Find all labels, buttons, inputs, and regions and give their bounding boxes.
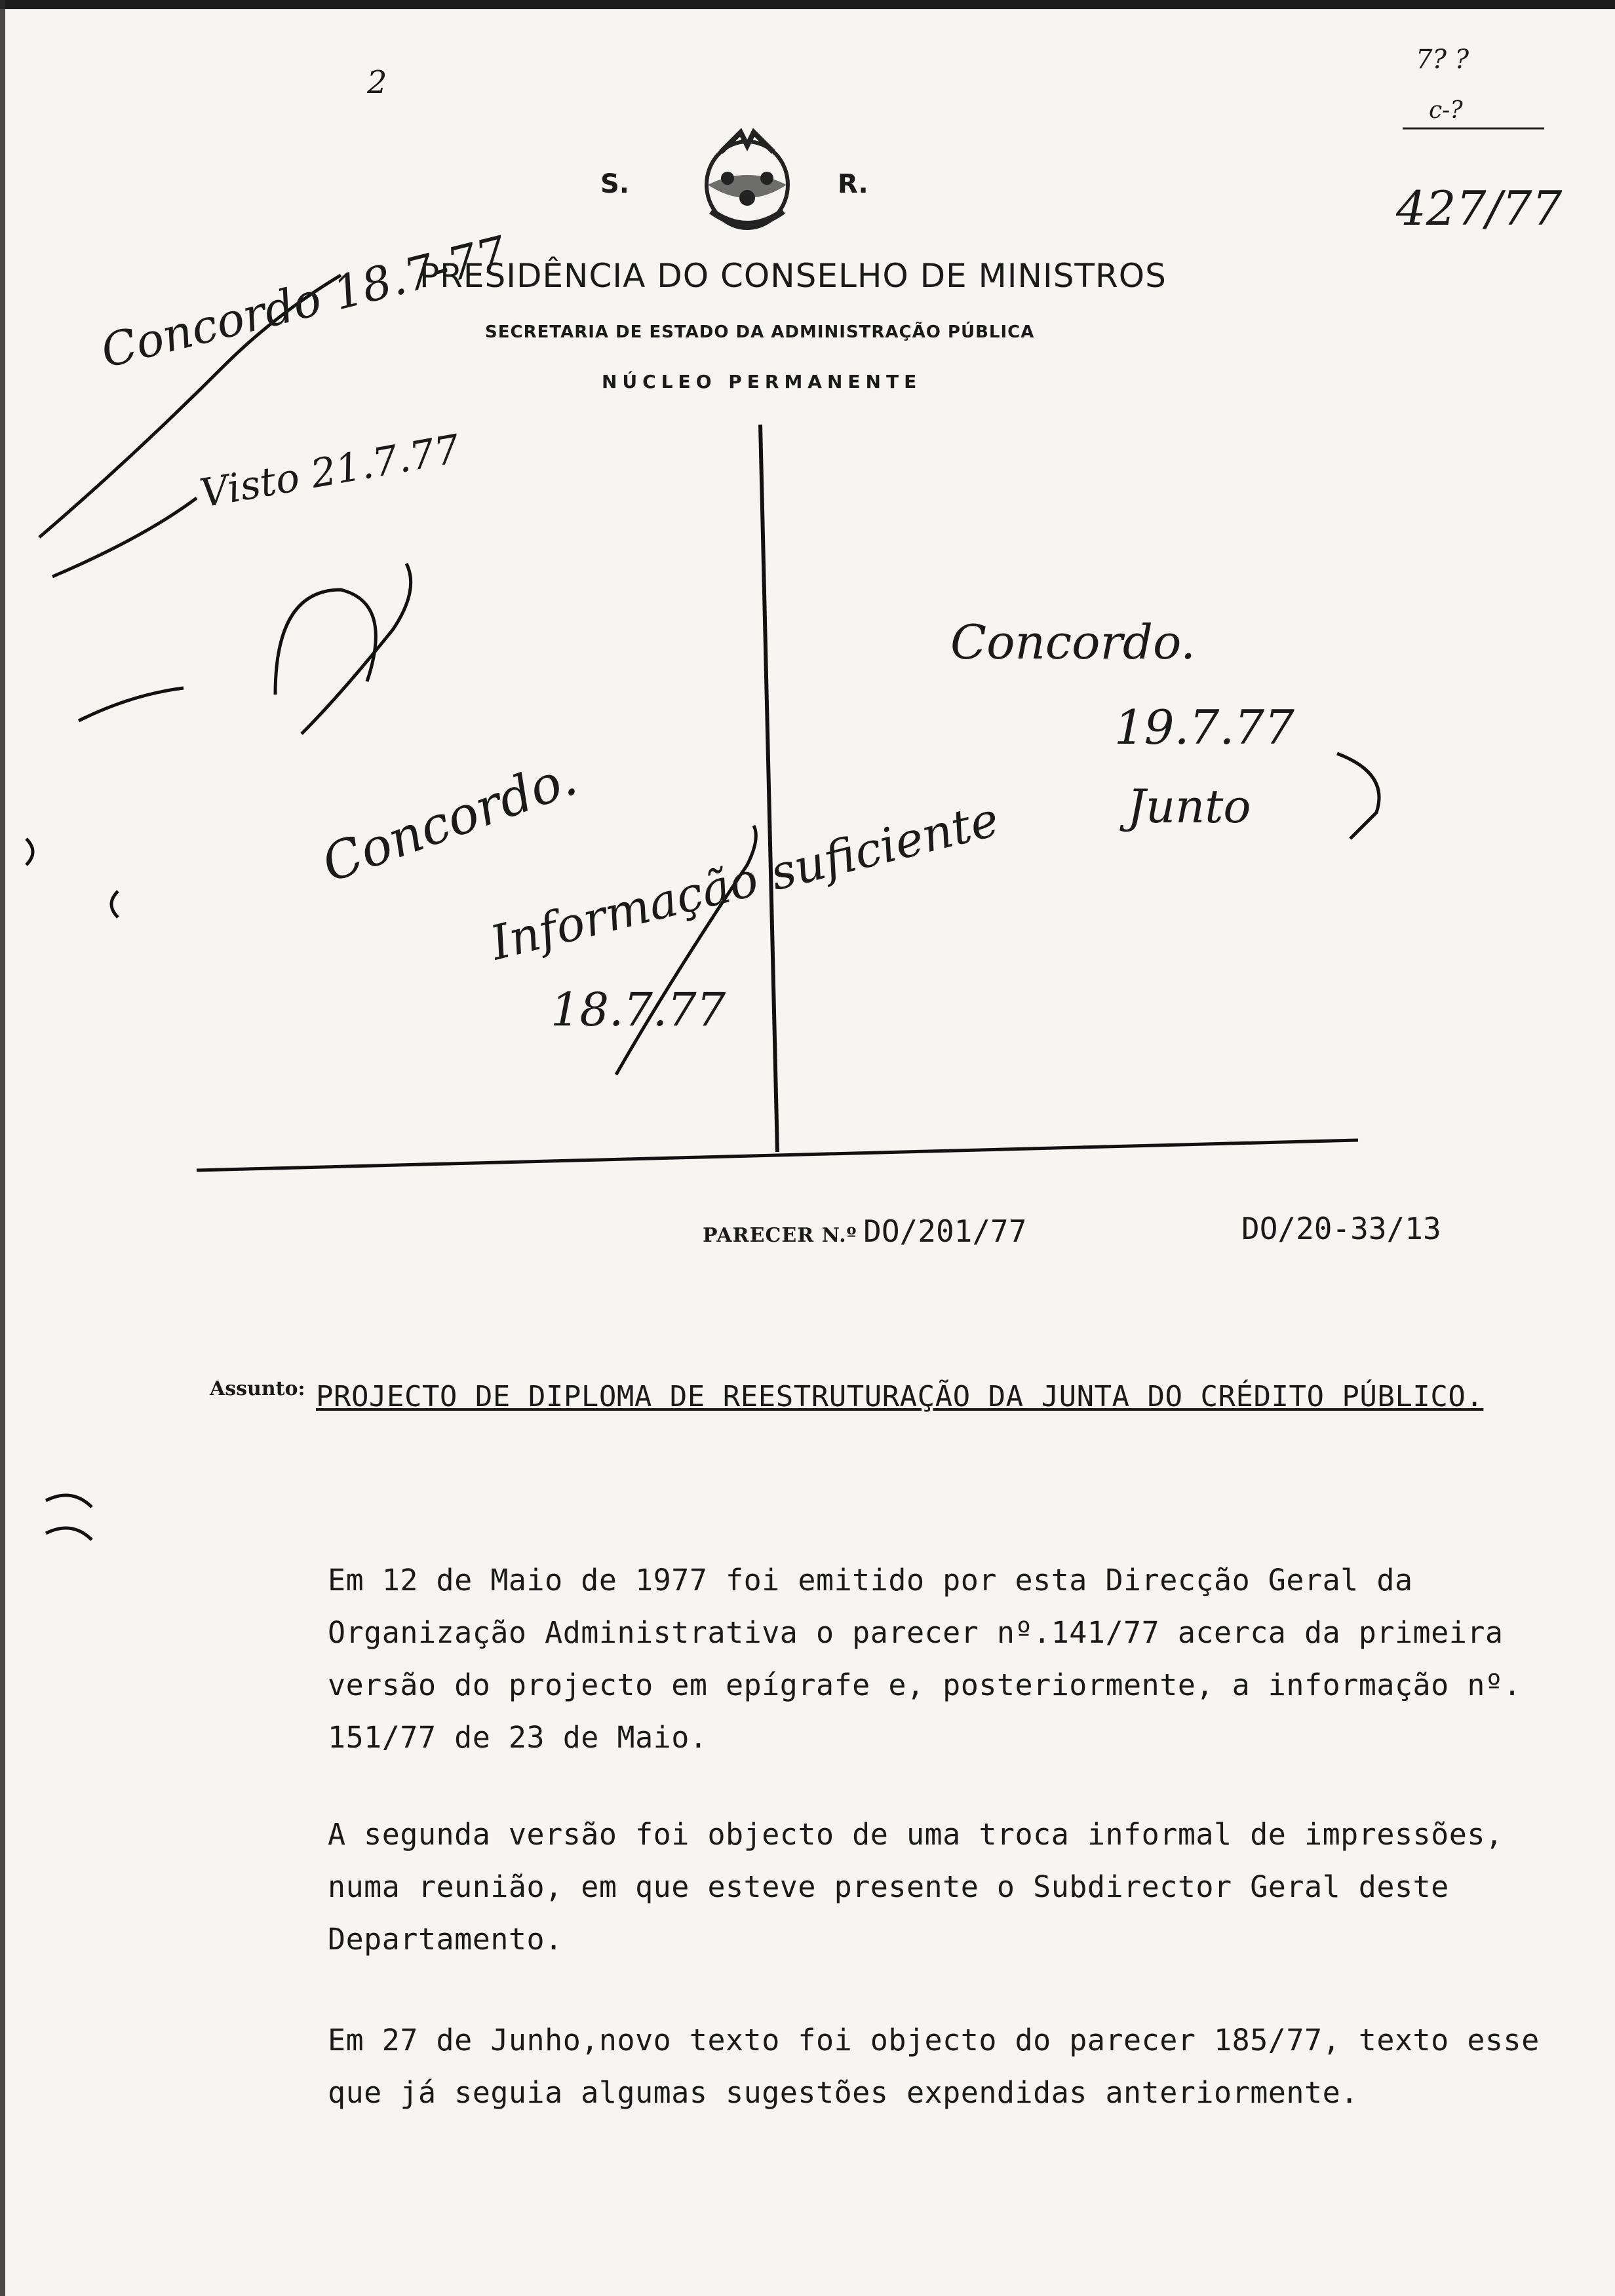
coat-of-arms-seal bbox=[707, 132, 788, 228]
parecer-number: DO/201/77 bbox=[863, 1214, 1027, 1249]
parecer-line bbox=[703, 1214, 1026, 1249]
annotation-right-date: 19.7.77 bbox=[1114, 700, 1294, 755]
seal-letter-right: R. bbox=[838, 169, 868, 199]
subject-label: Assunto: bbox=[210, 1377, 305, 1400]
file-reference-handwritten: 427/77 bbox=[1396, 181, 1563, 236]
institution-title: PRESIDÊNCIA DO CONSELHO DE MINISTROS bbox=[419, 257, 1167, 295]
corner-note-top: 7? ? bbox=[1416, 45, 1469, 75]
vertical-divider bbox=[760, 425, 777, 1152]
seal-letter-left: S. bbox=[600, 169, 630, 199]
paragraph-2: A segunda versão foi objecto de uma troca informal de impressões, numa reunião, em que esteve presente o Subdirector Geral deste Departamento. bbox=[328, 1817, 1504, 1957]
annotation-right-top: Concordo. bbox=[950, 615, 1196, 670]
annotation-left-top: Concordo 18.7-77 bbox=[96, 225, 512, 379]
annotation-middle-2: Informação suficiente bbox=[485, 791, 1004, 971]
nucleus-title: NÚCLEO PERMANENTE bbox=[602, 371, 922, 392]
annotation-middle-3: 18.7.77 bbox=[551, 983, 726, 1037]
parecer-reference: DO/20-33/13 bbox=[1241, 1211, 1441, 1246]
corner-note-bottom: c-? bbox=[1429, 97, 1463, 124]
annotation-middle-1: Concordo. bbox=[315, 748, 585, 894]
secretariat-title: SECRETARIA DE ESTADO DA ADMINISTRAÇÃO PÚBLICA bbox=[485, 322, 1035, 342]
subject-text: PROJECTO DE DIPLOMA DE REESTRUTURAÇÃO DA JUNTA DO CRÉDITO PÚBLICO. bbox=[316, 1380, 1484, 1413]
page-mark: 2 bbox=[367, 64, 387, 101]
paragraph-1: Em 12 de Maio de 1977 foi emitido por esta Direcção Geral da Organização Administrativa o parecer nº.141/77 acerca da primeira versão do projecto em epígrafe e, posteriormente, a informação nº. 151/77 de 23 de Maio. bbox=[328, 1563, 1522, 1755]
paragraph-3: Em 27 de Junho,novo texto foi objecto do parecer 185/77, texto esse que já seguia algumas sugestões expendidas anteriormente. bbox=[328, 2023, 1540, 2110]
annotation-left-second: Visto 21.7.77 bbox=[197, 426, 463, 517]
annotation-right-sign: Junto bbox=[1127, 780, 1251, 833]
parecer-label: PARECER N.º bbox=[703, 1224, 857, 1247]
